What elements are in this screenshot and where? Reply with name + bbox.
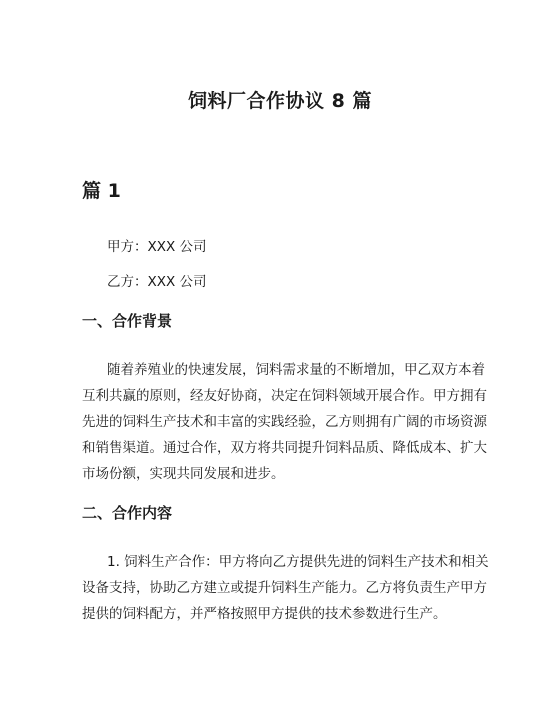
heading-content: 二、合作内容 (82, 504, 173, 522)
party-a: 甲方：XXX 公司 (107, 239, 207, 255)
paragraph-line: 和销售渠道。通过合作，双方将共同提升饲料品质、降低成本、扩大 (82, 440, 487, 456)
paragraph-line: 市场份额，实现共同发展和进步。 (82, 466, 285, 482)
paragraph-line: 1. 饲料生产合作：甲方将向乙方提供先进的饲料生产技术和相关 (107, 554, 489, 570)
paragraph-line: 先进的饲料生产技术和丰富的实践经验，乙方则拥有广阔的市场资源 (82, 414, 487, 430)
paragraph-line: 随着养殖业的快速发展，饲料需求量的不断增加，甲乙双方本着 (107, 362, 485, 378)
party-b: 乙方：XXX 公司 (107, 274, 207, 290)
content-item-1 (82, 549, 489, 627)
background-paragraph (82, 357, 487, 487)
paragraph-line: 互利共赢的原则，经友好协商，决定在饲料领域开展合作。甲方拥有 (82, 388, 487, 404)
paragraph-line: 提供的饲料配方，并严格按照甲方提供的技术参数进行生产。 (82, 606, 447, 622)
document-title: 饲料厂合作协议 8 篇 (188, 90, 372, 112)
section-heading: 篇 1 (82, 180, 121, 202)
heading-background: 一、合作背景 (82, 312, 173, 330)
paragraph-line: 设备支持，协助乙方建立或提升饲料生产能力。乙方将负责生产甲方 (82, 580, 487, 596)
